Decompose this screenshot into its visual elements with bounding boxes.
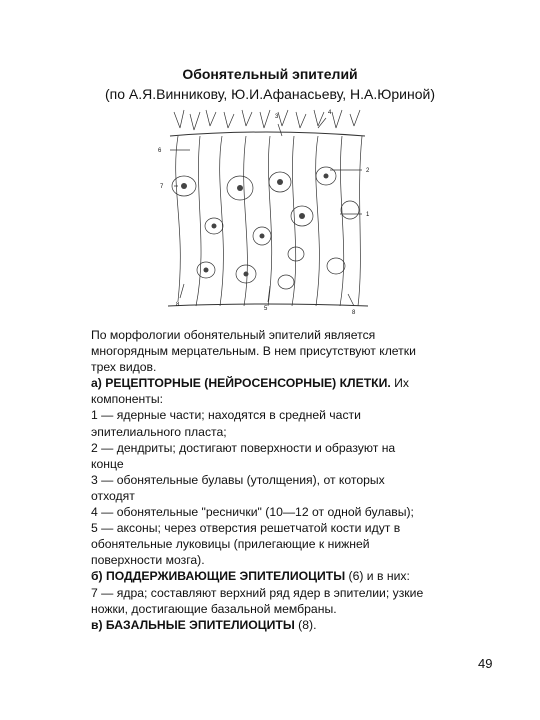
figure-label-8b: 8 — [352, 310, 356, 316]
text-line: 1 — ядерные части; находятся в средней части — [91, 408, 361, 423]
body-text — [91, 327, 461, 633]
text-line: 2 — дендриты; достигают поверхности и образуют на — [91, 440, 396, 455]
figure-label-4: 4 — [328, 110, 332, 116]
text-line: 5 — аксоны; через отверстия решетчатой кости идут в — [91, 521, 401, 536]
section-b-title: б) ПОДДЕРЖИВАЮЩИЕ ЭПИТЕЛИОЦИТЫ — [91, 569, 346, 584]
page-title: Обонятельный эпителий — [182, 66, 358, 82]
section-a-heading — [91, 375, 461, 391]
text-line: 7 — ядра; составляют верхний ряд ядер в эпителии; узкие — [91, 585, 424, 600]
figure-label-5: 5 — [264, 306, 268, 312]
figure-label-8: 8 — [176, 302, 180, 308]
page-number: 49 — [478, 656, 493, 671]
section-c-heading — [91, 617, 461, 633]
text-line: компоненты: — [91, 392, 163, 407]
figure-label-2: 2 — [366, 168, 370, 174]
text-line: 3 — обонятельные булавы (утолщения), от которых — [91, 472, 385, 487]
page-subtitle: (по А.Я.Винникову, Ю.И.Афанасьеву, Н.А.Юриной) — [104, 86, 436, 102]
section-a-rest: Их — [390, 376, 410, 391]
section-c-rest: (8). — [294, 617, 317, 632]
text-line: многорядным мерцательным. В нем присутствуют клетки — [91, 344, 416, 359]
olfactory-epithelium-illustration — [150, 106, 385, 316]
figure-label-6: 6 — [158, 148, 162, 154]
text-line: конце — [91, 456, 124, 471]
text-line: По морфологии обонятельный эпителий является — [91, 328, 376, 342]
section-a-title: а) РЕЦЕПТОРНЫЕ (НЕЙРОСЕНСОРНЫЕ) КЛЕТКИ. — [91, 376, 391, 391]
text-line: отходят — [91, 488, 135, 503]
section-b-rest: (6) и в них: — [345, 569, 410, 584]
figure-label-1: 1 — [366, 212, 370, 218]
text-line: 4 — обонятельные "реснички" (10—12 от одной булавы); — [91, 505, 414, 520]
text-line: обонятельные луковицы (прилегающие к нижней — [91, 537, 370, 552]
figure-label-3: 3 — [275, 114, 279, 120]
text-line: ножки, достигающие базальной мембраны. — [91, 601, 337, 616]
text-line: поверхности мозга). — [91, 553, 205, 568]
text-line: эпителиального пласта; — [91, 424, 227, 439]
section-c-title: в) БАЗАЛЬНЫЕ ЭПИТЕЛИОЦИТЫ — [91, 617, 295, 632]
section-b-heading — [91, 568, 461, 584]
figure-label-7: 7 — [160, 184, 164, 190]
text-line: трех видов. — [91, 360, 157, 375]
